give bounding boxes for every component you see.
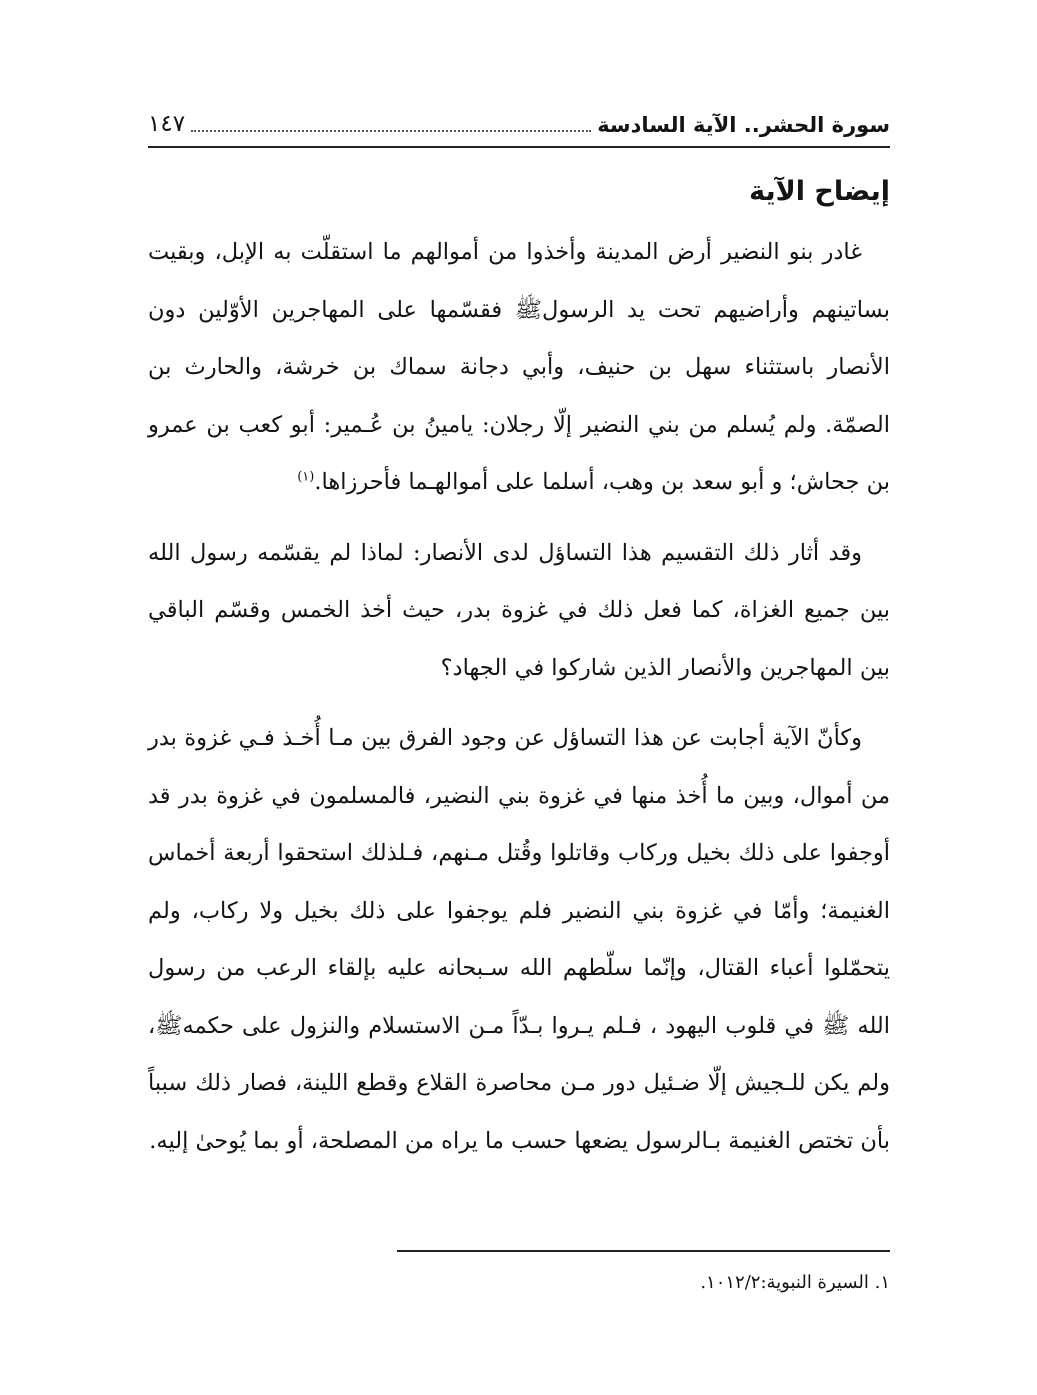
footnote-rule [397, 1250, 890, 1252]
running-title: سورة الحشر.. الآية السادسة [597, 113, 890, 137]
paragraph-1-text: غادر بنو النضير أرض المدينة وأخذوا من أموالهم ما استقلّت به الإبل، وبقيت بساتينهم وأراضيهم تحت يد الرسولﷺ فقسّمها على المهاجرين الأوّلين دون الأنصار باستثناء سهل بن حنيف، وأبي دجانة سماك بن خرشة، والحارث بن الصمّة. ولم يُسلم من بني النضير إلّا رجلان: يامينُ بن عُـمير: أبو كعب بن عمرو بن جحاش؛ و أبو سعد بن وهب، أسلما على أموالهـما فأحرزاها. [148, 239, 890, 495]
header-rule [148, 146, 890, 148]
paragraph-2: وقد أثار ذلك التقسيم هذا التساؤل لدى الأنصار: لماذا لم يقسّمه رسول الله بين جميع الغزاة، كما فعل ذلك في غزوة بدر، حيث أخذ الخمس وقسّم الباقي بين المهاجرين والأنصار الذين شاركوا في الجهاد؟ [148, 539, 890, 681]
section-heading: إيضاح الآية [749, 176, 890, 207]
dotted-leader [191, 130, 591, 132]
footnote-reference[interactable]: (١) [297, 469, 315, 485]
running-header [148, 96, 890, 136]
paragraph-3: وكأنّ الآية أجابت عن هذا التساؤل عن وجود الفرق بين مـا أُخـذ فـي غزوة بدر من أموال، وبين ما أُخذ منها في غزوة بني النضير، فالمسلمون في غزوة بدر قد أوجفوا على ذلك بخيل وركاب وقاتلوا وقُتل مـنهم، فـلذلك استحقوا أربعة أخماس الغنيمة؛ وأمّا في غزوة بني النضير فلم يوجفوا على ذلك بخيل ولا ركاب، ولم يتحمّلوا أعباء القتال، وإنّما سلّطهم الله سـبحانه عليه بإلقاء الرعب من رسول الله ﷺ في قلوب اليهود ، فـلم يـروا بـدّاً مـن الاستسلام والنزول على حكمهﷺ، ولم يكن للـجيش إلّا ضـئيل دور مـن محاصرة القلاع وقطع اللينة، فصار ذلك سبباً بأن تختص الغنيمة بـالرسول يضعها حسب ما يراه من المصلحة، أو بما يُوحىٰ إليه. [148, 725, 890, 1154]
page-number: ١٤٧ [148, 111, 186, 137]
footnote: ١. السيرة النبوية:١٠١٢/٢. [700, 1272, 890, 1293]
paragraph-1 [148, 224, 890, 512]
body-text [148, 224, 890, 1170]
